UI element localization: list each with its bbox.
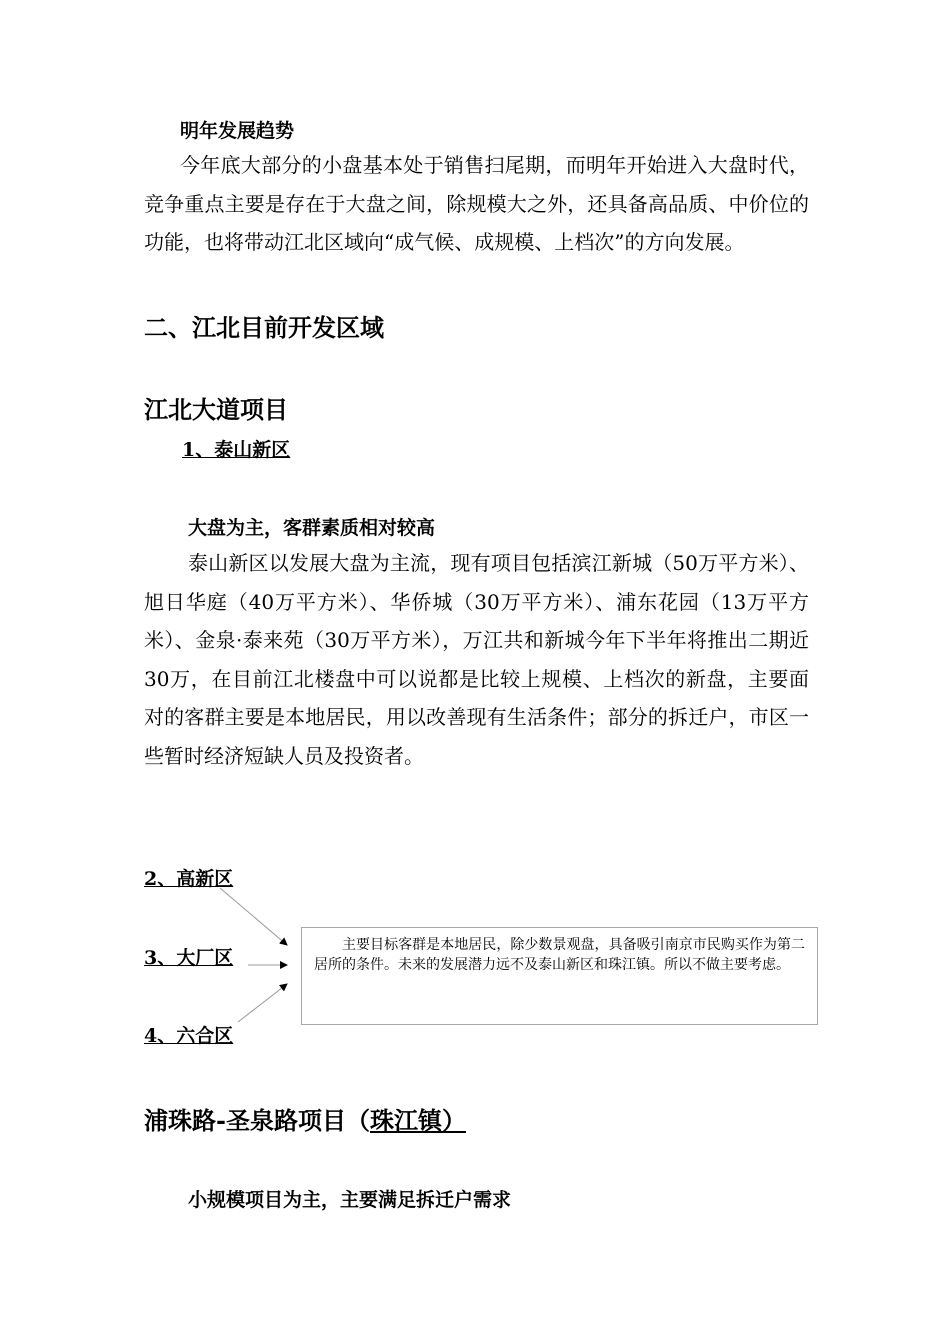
area-title-gaoxin: 2、高新区	[144, 868, 234, 890]
project-title-zhujiang	[144, 1101, 478, 1136]
zhujiang-subheading: 小规模项目为主，主要满足拆迁户需求	[188, 1189, 512, 1211]
area-title-liuhe: 4、六合区	[144, 1025, 234, 1047]
arrow-gaoxin	[220, 888, 287, 945]
project-title-prefix: 浦珠路-圣泉路项目（	[144, 1106, 370, 1135]
project-title-jiangbei-avenue: 江北大道项目	[144, 395, 288, 424]
trend-heading: 明年发展趋势	[180, 120, 295, 142]
trend-paragraph: 今年底大部分的小盘基本处于销售扫尾期，而明年开始进入大盘时代，竞争重点主要是存在于大盘之间，除规模大之外，还具备高品质、中价位的功能，也将带动江北区域向“成气候、成规模、上档次”的方向发展。	[144, 153, 809, 254]
project-title-underlined: 珠江镇）	[369, 1106, 466, 1135]
arrow-liuhe	[238, 984, 287, 1022]
area-title-dachang: 3、大厂区	[144, 947, 234, 969]
callout-box: 主要目标客群是本地居民，除少数景观盘，具备吸引南京市民购买作为第二居所的条件。未来的发展潜力远不及泰山新区和珠江镇。所以不做主要考虑。	[301, 927, 818, 1025]
section-title: 二、江北目前开发区域	[144, 313, 384, 342]
taishan-paragraph: 泰山新区以发展大盘为主流，现有项目包括滨江新城（50万平方米）、旭日华庭（40万平方米）、华侨城（30万平方米）、浦东花园（13万平方米）、金泉·泰来苑（30万平方米），万江共和新城今年下半年将推出二期近30万，在目前江北楼盘中可以说都是比较上规模、上档次的新盘，主要面对的客群主要是本地居民，用以改善现有生活条件；部分的拆迁户，市区一些暂时经济短缺人员及投资者。	[144, 551, 809, 768]
taishan-subheading: 大盘为主，客群素质相对较高	[188, 517, 436, 539]
area-title-taishan: 1、泰山新区	[182, 439, 291, 461]
